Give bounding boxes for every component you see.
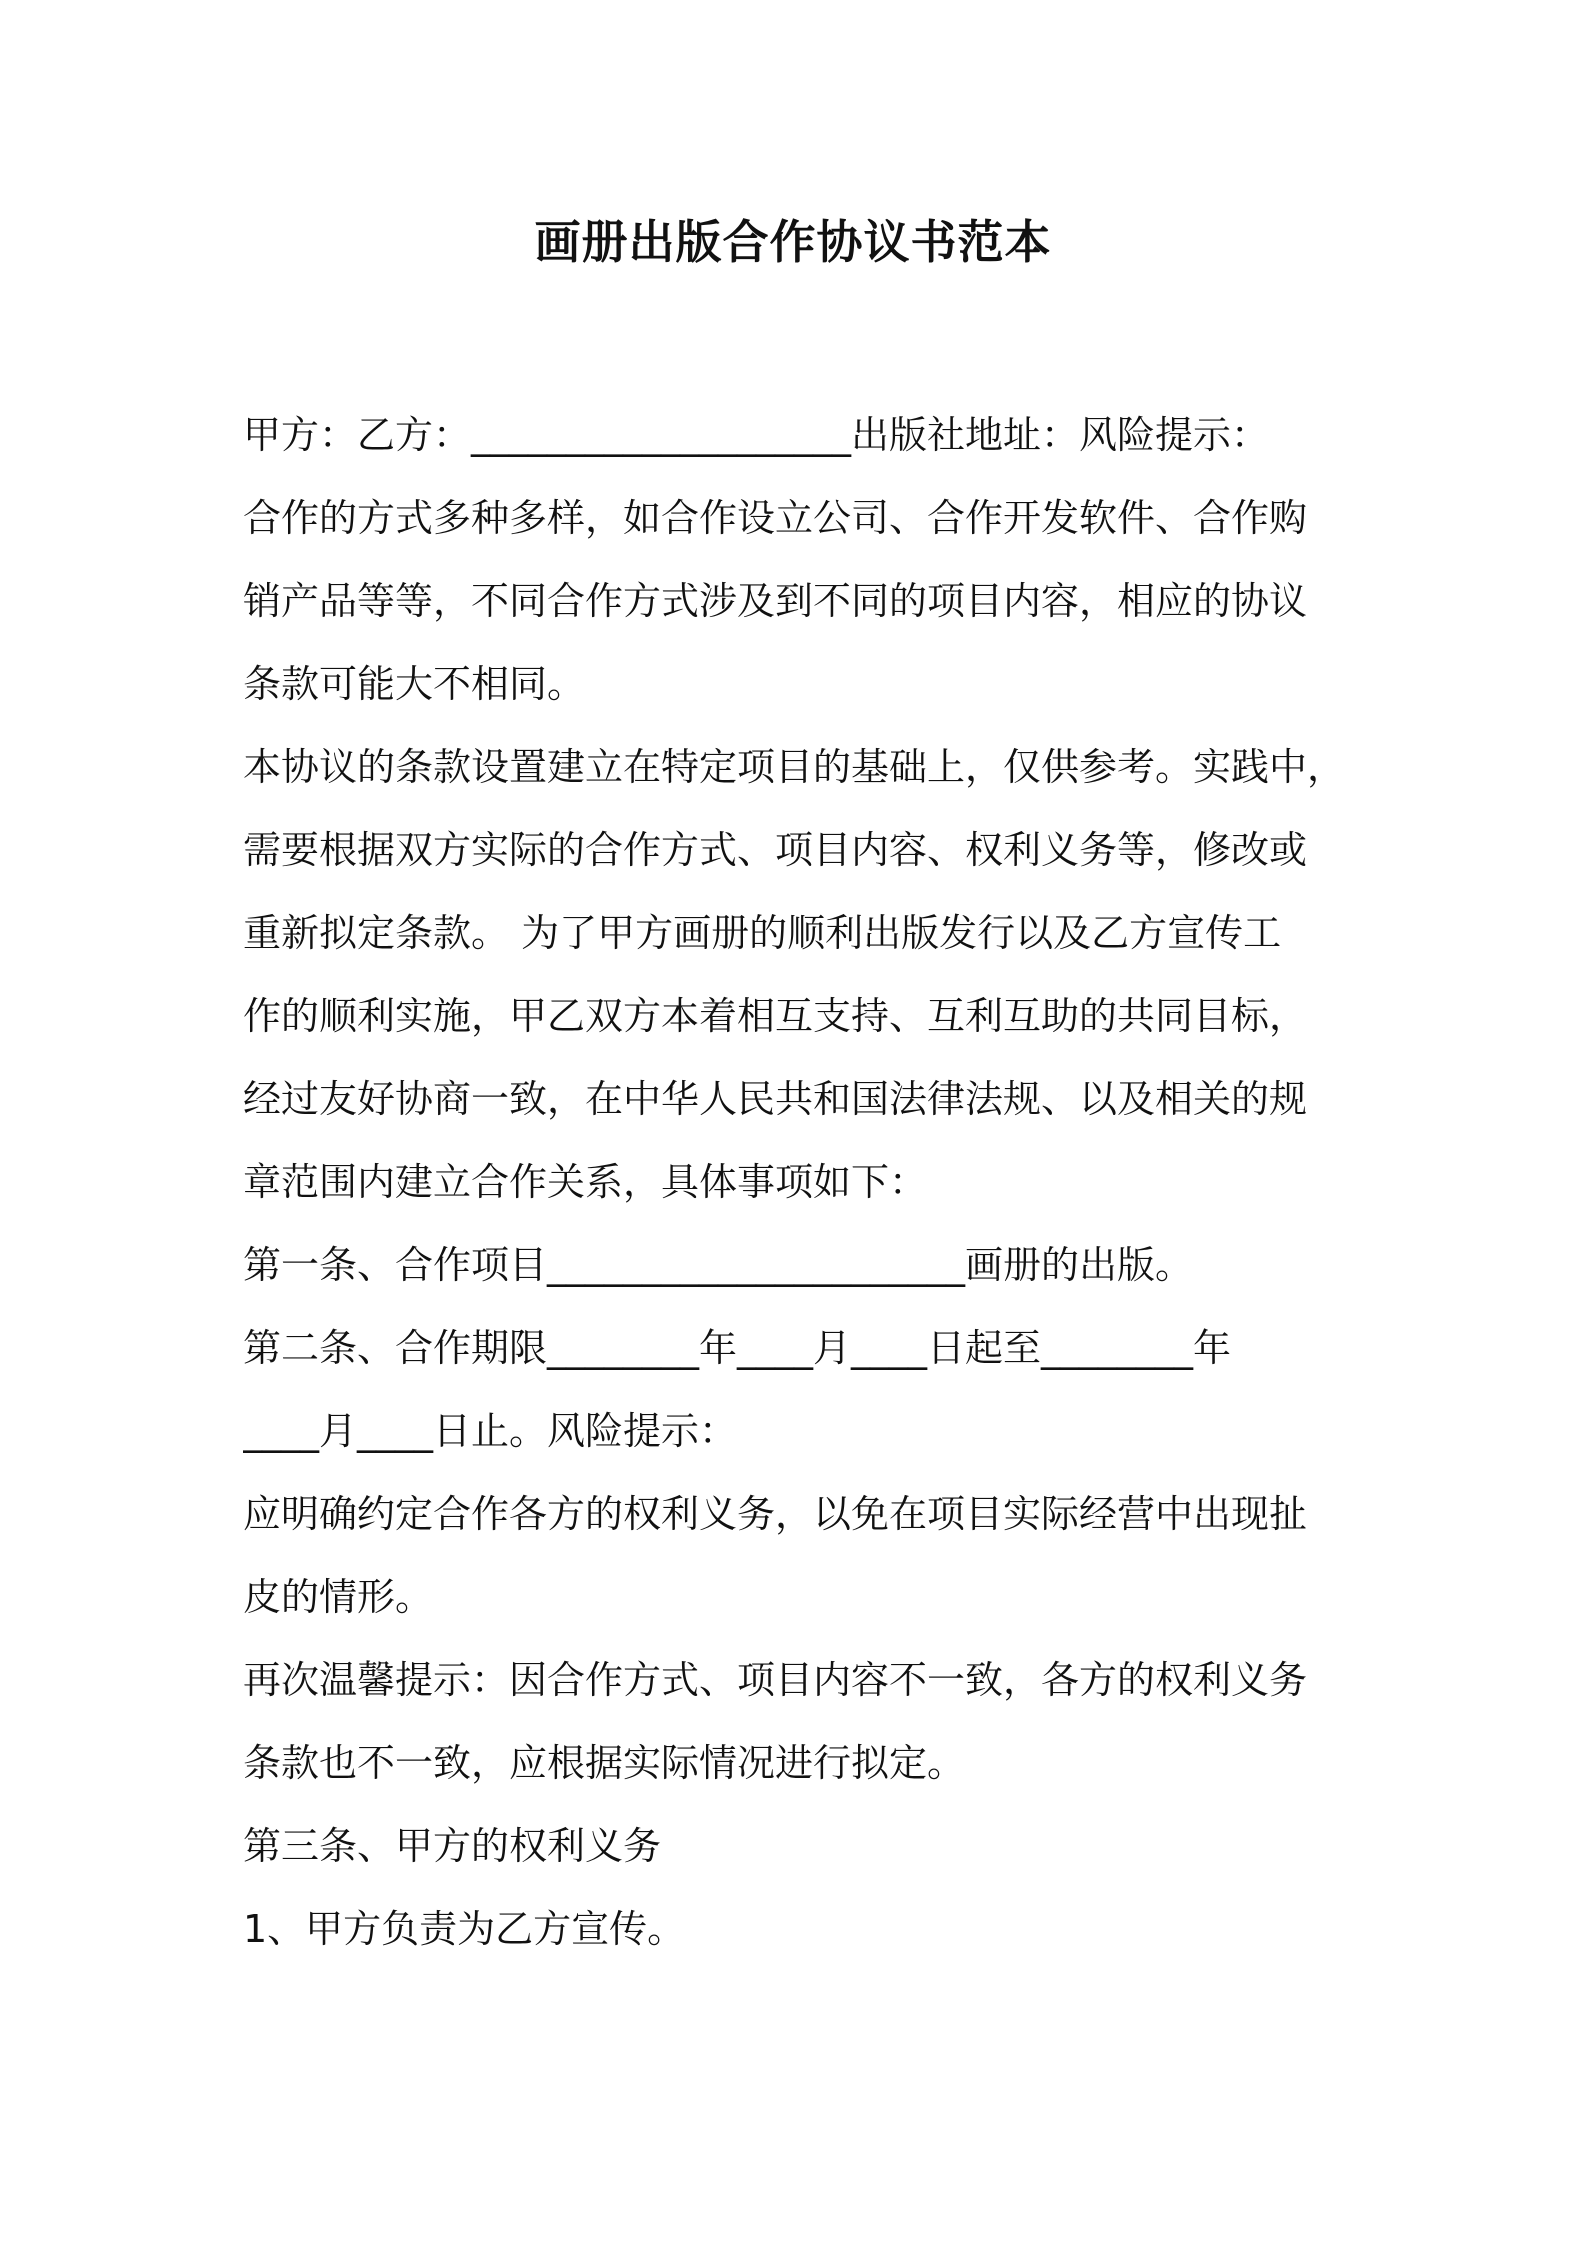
paragraph-line: ____月____日止。风险提示： (243, 1409, 738, 1453)
paragraph-line: 合作的方式多种多样，如合作设立公司、合作开发软件、合作购 (243, 496, 1308, 540)
paragraph-line: 本协议的条款设置建立在特定项目的基础上，仅供参考。实践中， (243, 745, 1346, 789)
paragraph-line: 重新拟定条款。 为了甲方画册的顺利出版发行以及乙方宣传工 (243, 911, 1282, 955)
paragraph-line: 章范围内建立合作关系，具体事项如下： (243, 1160, 928, 1204)
paragraph-line: 应明确约定合作各方的权利义务，以免在项目实际经营中出现扯 (243, 1492, 1308, 1536)
article-line: 第一条、合作项目______________________画册的出版。 (243, 1243, 1194, 1287)
paragraph-line: 条款也不一致，应根据实际情况进行拟定。 (243, 1741, 966, 1785)
paragraph-line: 需要根据双方实际的合作方式、项目内容、权利义务等，修改或 (243, 828, 1308, 872)
paragraph-line: 皮的情形。 (243, 1575, 434, 1619)
paragraph-line: 销产品等等，不同合作方式涉及到不同的项目内容，相应的协议 (243, 579, 1308, 623)
paragraph-line: 条款可能大不相同。 (243, 662, 586, 706)
list-item: 1、甲方负责为乙方宣传。 (243, 1907, 686, 1951)
article-line: 第二条、合作期限________年____月____日起至________年 (243, 1326, 1232, 1370)
paragraph-line: 经过友好协商一致，在中华人民共和国法律法规、以及相关的规 (243, 1077, 1308, 1121)
article-heading: 第三条、甲方的权利义务 (243, 1824, 662, 1868)
paragraph-line: 再次温馨提示：因合作方式、项目内容不一致，各方的权利义务 (243, 1658, 1308, 1702)
document-title: 画册出版合作协议书范本 (534, 215, 1052, 269)
paragraph-line: 作的顺利实施，甲乙双方本着相互支持、互利互助的共同目标， (243, 994, 1308, 1038)
paragraph-line: 甲方：乙方：____________________出版社地址：风险提示： (243, 413, 1270, 457)
